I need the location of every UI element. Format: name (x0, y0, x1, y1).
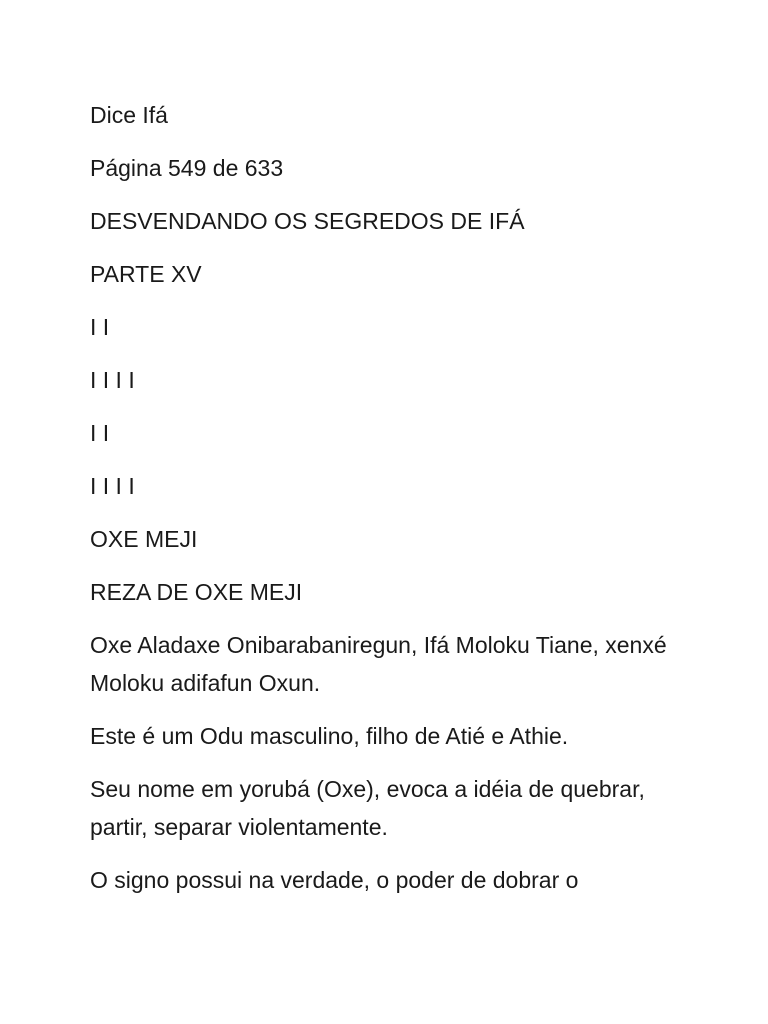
body-paragraph: Seu nome em yorubá (Oxe), evoca a idéia de quebrar, partir, separar violentamente. (90, 776, 645, 840)
odu-mark-line-4: I I I I (90, 473, 135, 499)
body-paragraph: O signo possui na verdade, o poder de dobrar o (90, 867, 579, 893)
document-body (90, 96, 690, 914)
odu-mark-line-2: I I I I (90, 367, 135, 393)
odu-mark-line-3: I I (90, 420, 110, 446)
odu-mark-line-1: I I (90, 314, 110, 340)
odu-name: OXE MEJI (90, 526, 198, 552)
book-title: Dice Ifá (90, 102, 168, 128)
prayer-heading: REZA DE OXE MEJI (90, 579, 303, 605)
body-paragraph: Este é um Odu masculino, filho de Atié e Athie. (90, 723, 569, 749)
part-heading: PARTE XV (90, 261, 202, 287)
prayer-text: Oxe Aladaxe Onibarabaniregun, Ifá Moloku Tiane, xenxé Moloku adifafun Oxun. (90, 632, 667, 696)
page-counter: Página 549 de 633 (90, 155, 284, 181)
section-heading: DESVENDANDO OS SEGREDOS DE IFÁ (90, 208, 525, 234)
